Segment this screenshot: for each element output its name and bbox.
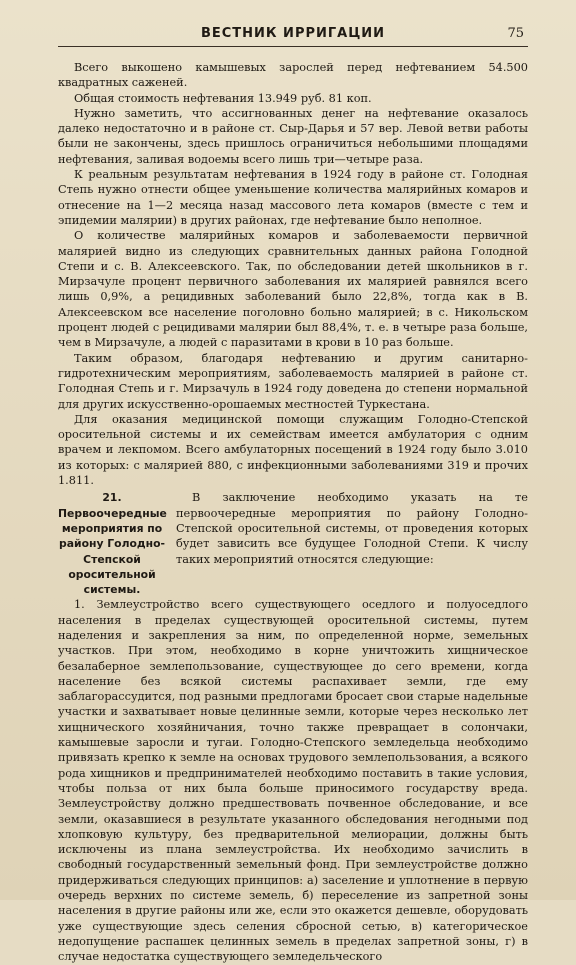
- article-body: [58, 60, 528, 965]
- section-intro-block: [166, 490, 528, 597]
- section-heading: 21. Первоочередные мероприятия по району Голодно-Степской оросительной системы.: [58, 491, 167, 597]
- paragraph-2: Общая стоимость нефтевания 13.949 руб. 81 коп.: [74, 91, 372, 105]
- paragraph-6: Таким образом, благодаря нефтеванию и другим санитарно-гидротехническим мероприятиям, заболеваемость малярией в районе ст. Голодная Степь и г. Мирзачуль в 1924 году доведена до степени нормальной для других искусственно-орошаемых местностей Туркестана.: [58, 351, 528, 411]
- paragraph-1: Всего выкошено камышевых зарослей перед нефтеванием 54.500 квадратных саженей.: [58, 61, 528, 90]
- paragraph-7: Для оказания медицинской помощи служащим Голодно-Степской оросительной системы и их семействам имеется амбулатория с одним врачем и лекпомом. Всего амбулаторных посещений в 1924 году было 3.010 из которых: с малярией 880, с инфекционными заболеваниями 319 и прочих 1.811.: [58, 412, 528, 488]
- paragraph-3: Нужно заметить, что ассигнованных денег на нефтевание оказалось далеко недостаточно и в районе ст. Сыр-Дарья и 57 вер. Левой ветви работы были не закончены, здесь пришлось ограничиться небольшими площадями нефтевания, заливая водоемы всего лишь три—четыре раза.: [58, 106, 528, 166]
- page-number: 75: [507, 26, 524, 41]
- section-item-1: 1. Землеустройство всего существующего оседлого и полуоседлого населения в пределах существующей оросительной системы, путем наделения и закрепления за ним, по определенной норме, земельных участков. При этом, необходимо в корне уничтожить хищническое безалаберное землепользование, существующее до сего времени, когда население без всякой системы распахивает земли, где ему заблагорассудится, под разными предлогами бросает свои старые надельные участки и захватывает новые целинные земли, которые через несколько лет хищнического хозяйничания, точно также превращает в солончаки, камышевые заросли и тугаи. Голодно-Степского земледельца необходимо привязать крепко к земле на основах трудового землепользования, а всякого рода хищников и предпринимателей необходимо поставить в такие условия, чтобы польза от них была больше приносимого государству вреда. Землеустройству должно предшествовать почвенное обследование, и все земли, оказавшиеся в результате указанного обследования негодными под хлопковую культуру, без предварительной мелиорации, должны быть исключены из плана землеустройства. Их необходимо зачислить в свободный государственный земельный фонд. При землеустройстве должно придерживаться следующих принципов: а) заселение и уплотнение в первую очередь верхних по системе земель, б) переселение из запретной зоны населения в другие районы или же, если это окажется дешевле, оборудовать уже существующие здесь селения сбросной сетью, в) категорическое недопущение распашек целинных земель в пределах запретной зоны, г) в случае недостатка существующего земледельческого: [58, 598, 528, 964]
- journal-title: ВЕСТНИК ИРРИГАЦИИ: [200, 26, 386, 41]
- paragraph-5: О количестве малярийных комаров и заболеваемости первичной малярией видно из следующих сравнительных данных района Голодной Степи и с. В. Алексеевского. Так, по обследовании детей школьников в г. Мирзачуле процент первичного заболевания их малярией равнялся всего лишь 0,9%, а рецидивных заболеваний было 22,8%, тогда как в В. Алексеевском все население поголовно больно малярией; в с. Никольском процент людей с рецидивами малярии был 88,4%, т. е. в четыре раза больше, чем в Мирзачуле, а людей с паразитами в крови в 10 раз больше.: [58, 229, 528, 350]
- paragraph-4: К реальным результатам нефтевания в 1924 году в районе ст. Голодная Степь нужно отнести общее уменьшение количества малярийных комаров и отнесение на 1—2 месяца назад массового лета комаров (вместе с тем и эпидемии малярии) в других районах, где нефтевание было неполное.: [58, 168, 528, 227]
- section-intro: В заключение необходимо указать на те первоочередные мероприятия по району Голодно-Степской оросительной системы, от проведения которых будет зависить все будущее Голодной Степи. К числу таких мероприятий относятся следующие:: [176, 491, 528, 566]
- section-21: [58, 490, 528, 597]
- running-header: [58, 24, 528, 47]
